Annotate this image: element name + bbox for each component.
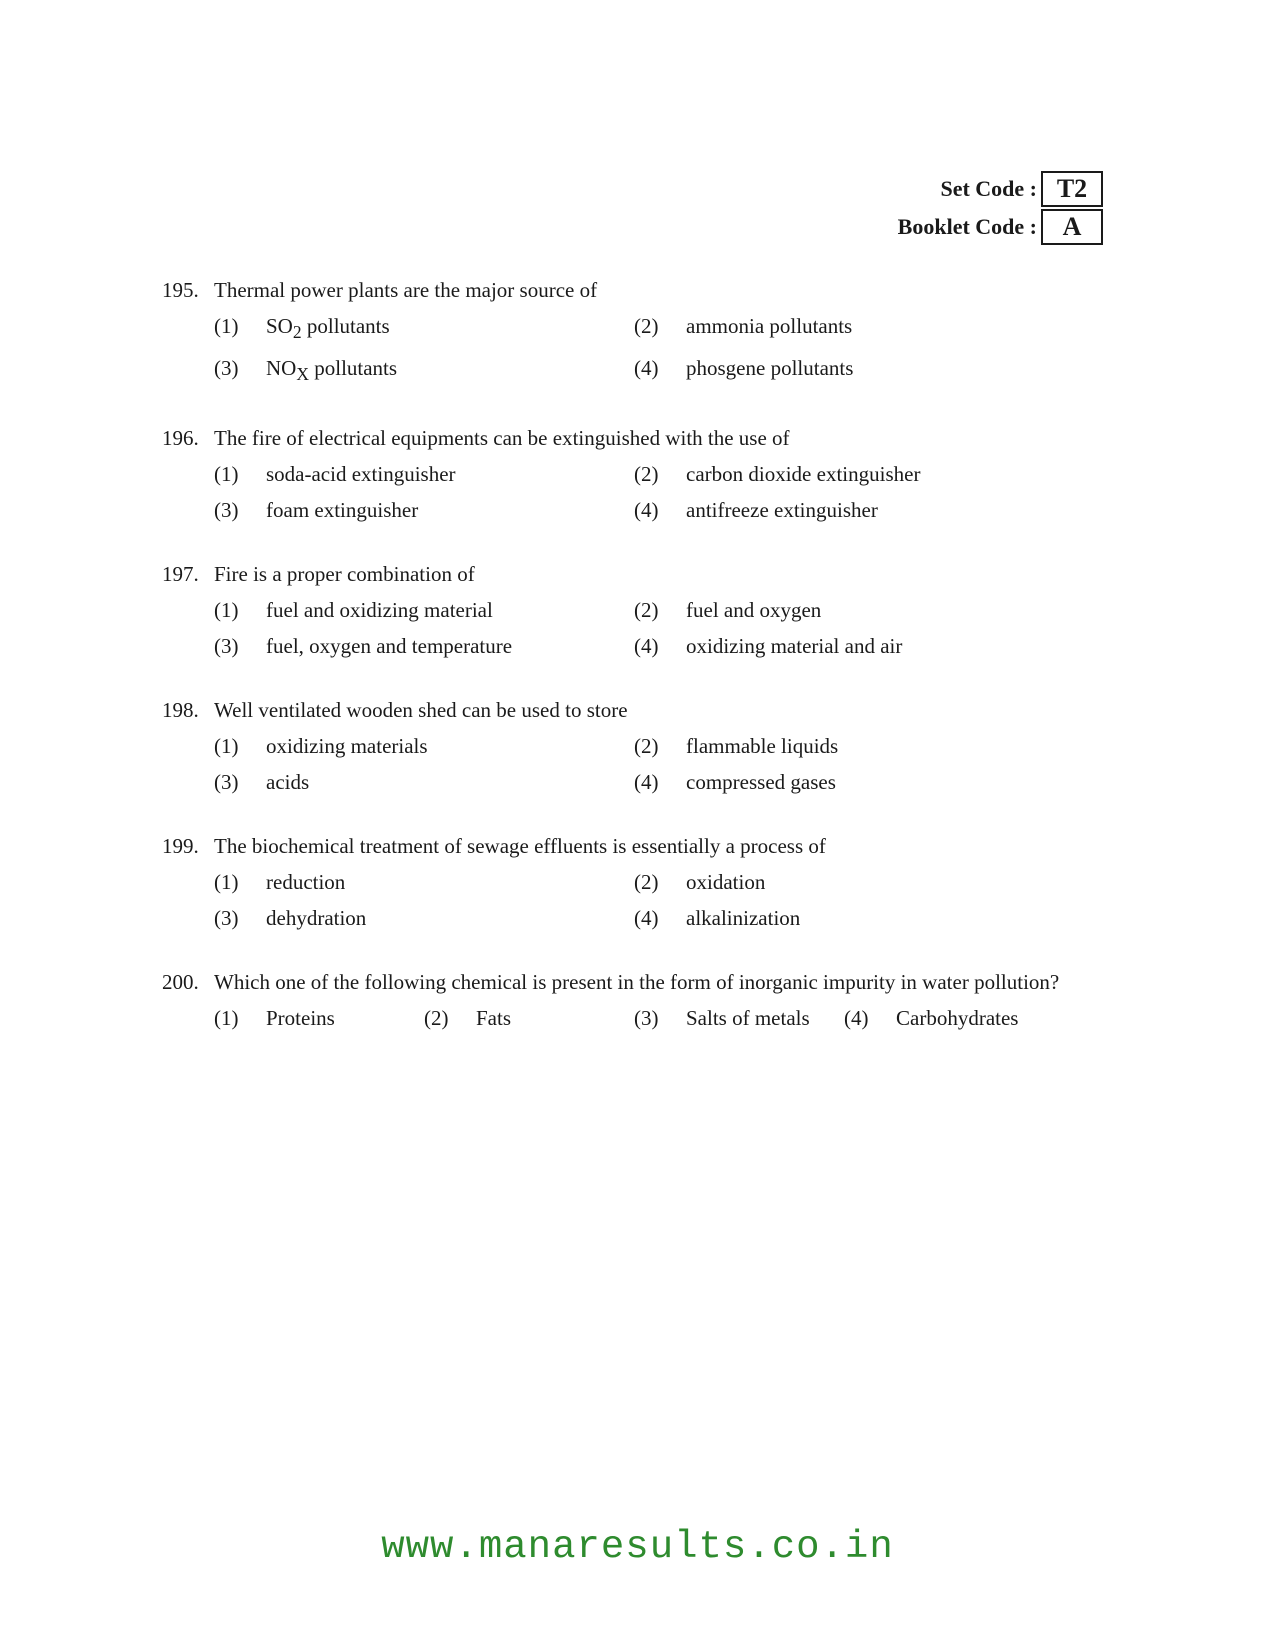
option-text: dehydration <box>266 906 367 931</box>
question-199 <box>162 831 1112 933</box>
option-number: (2) <box>424 1006 449 1031</box>
option-text: Salts of metals <box>686 1006 810 1031</box>
option-number: (1) <box>214 734 239 759</box>
option-2 <box>424 1003 634 1033</box>
option-number: (4) <box>844 1006 869 1031</box>
option-grid <box>214 311 1112 389</box>
option-text: carbon dioxide extinguisher <box>686 462 921 487</box>
option-text: $NO_X$ pollutants <box>266 356 398 385</box>
option-number: (3) <box>634 1006 659 1031</box>
question-number: 197. <box>162 562 199 587</box>
option-text: acids <box>266 770 310 795</box>
option-number: (4) <box>634 498 659 523</box>
option-text: oxidizing material and air <box>686 634 903 659</box>
option-text: soda-acid extinguisher <box>266 462 456 487</box>
option-4 <box>634 495 1054 525</box>
option-1 <box>214 867 634 897</box>
option-text: fuel, oxygen and temperature <box>266 634 513 659</box>
option-2 <box>634 459 1054 489</box>
option-text: reduction <box>266 870 346 895</box>
booklet-code-row <box>898 208 1103 246</box>
option-text: oxidizing materials <box>266 734 428 759</box>
option-number: (3) <box>214 906 239 931</box>
question-number: 198. <box>162 698 199 723</box>
option-1 <box>214 1003 424 1033</box>
question-number: 196. <box>162 426 199 451</box>
option-text: flammable liquids <box>686 734 839 759</box>
option-4 <box>844 1003 1094 1033</box>
option-number: (3) <box>214 770 239 795</box>
option-4 <box>634 631 1054 661</box>
option-number: (2) <box>634 598 659 623</box>
footer-url[interactable]: www.manaresults.co.in <box>381 1525 894 1569</box>
question-text: Well ventilated wooden shed can be used to store <box>214 698 628 723</box>
option-number: (1) <box>214 1006 239 1031</box>
question-text: Which one of the following chemical is present in the form of inorganic impurity in water pollution? <box>214 970 1060 995</box>
option-number: (4) <box>634 356 659 381</box>
question-200 <box>162 967 1112 1033</box>
question-198 <box>162 695 1112 797</box>
option-number: (4) <box>634 770 659 795</box>
option-number: (1) <box>214 870 239 895</box>
option-text: alkalinization <box>686 906 801 931</box>
option-2 <box>634 311 1054 347</box>
option-1 <box>214 311 634 347</box>
option-text: oxidation <box>686 870 766 895</box>
question-number: 199. <box>162 834 199 859</box>
option-text: fuel and oxygen <box>686 598 822 623</box>
option-2 <box>634 731 1054 761</box>
question-text: The biochemical treatment of sewage effluents is essentially a process of <box>214 834 826 859</box>
option-number: (2) <box>634 314 659 338</box>
set-code-label: Set Code : <box>940 176 1037 201</box>
question-list <box>162 275 1112 1067</box>
option-1 <box>214 731 634 761</box>
option-text: compressed gases <box>686 770 836 795</box>
option-4 <box>634 353 1054 389</box>
option-text: $SO_2$ pollutants <box>266 314 390 343</box>
option-number: (3) <box>214 498 239 523</box>
question-number: 195. <box>162 278 199 302</box>
option-number: (2) <box>634 870 659 895</box>
set-code-row <box>898 170 1103 208</box>
option-number: (1) <box>214 598 239 623</box>
option-row <box>214 1003 1112 1033</box>
option-2 <box>634 595 1054 625</box>
option-text: Carbohydrates <box>896 1006 1019 1031</box>
question-text: Fire is a proper combination of <box>214 562 475 587</box>
option-text: phosgene pollutants <box>686 356 854 381</box>
code-block <box>898 170 1103 246</box>
option-number: (3) <box>214 634 239 659</box>
option-grid <box>214 867 1112 933</box>
option-number: (2) <box>634 462 659 487</box>
option-number: (1) <box>214 462 239 487</box>
question-number: 200. <box>162 970 199 995</box>
booklet-code-value: A <box>1041 209 1103 245</box>
option-text: ammonia pollutants <box>686 314 853 338</box>
option-text: Fats <box>476 1006 512 1031</box>
option-1 <box>214 459 634 489</box>
option-text: fuel and oxidizing material <box>266 598 493 623</box>
option-number: (4) <box>634 634 659 659</box>
question-195 <box>162 275 1112 389</box>
option-text: foam extinguisher <box>266 498 419 523</box>
set-code-value: T2 <box>1041 171 1103 207</box>
option-number: (2) <box>634 734 659 759</box>
question-text: The fire of electrical equipments can be extinguished with the use of <box>214 426 790 451</box>
option-grid <box>214 595 1112 661</box>
option-3 <box>214 767 634 797</box>
option-text: antifreeze extinguisher <box>686 498 878 523</box>
booklet-code-label: Booklet Code : <box>897 214 1037 239</box>
option-3 <box>634 1003 844 1033</box>
option-3 <box>214 903 634 933</box>
question-197 <box>162 559 1112 661</box>
option-number: (1) <box>214 314 239 338</box>
option-2 <box>634 867 1054 897</box>
question-196 <box>162 423 1112 525</box>
option-text: Proteins <box>266 1006 335 1031</box>
option-grid <box>214 731 1112 797</box>
option-number: (4) <box>634 906 659 931</box>
option-3 <box>214 631 634 661</box>
option-grid <box>214 459 1112 525</box>
option-4 <box>634 767 1054 797</box>
option-3 <box>214 495 634 525</box>
option-number: (3) <box>214 356 239 381</box>
option-4 <box>634 903 1054 933</box>
option-1 <box>214 595 634 625</box>
option-3 <box>214 353 634 389</box>
question-text: Thermal power plants are the major source of <box>214 278 598 302</box>
